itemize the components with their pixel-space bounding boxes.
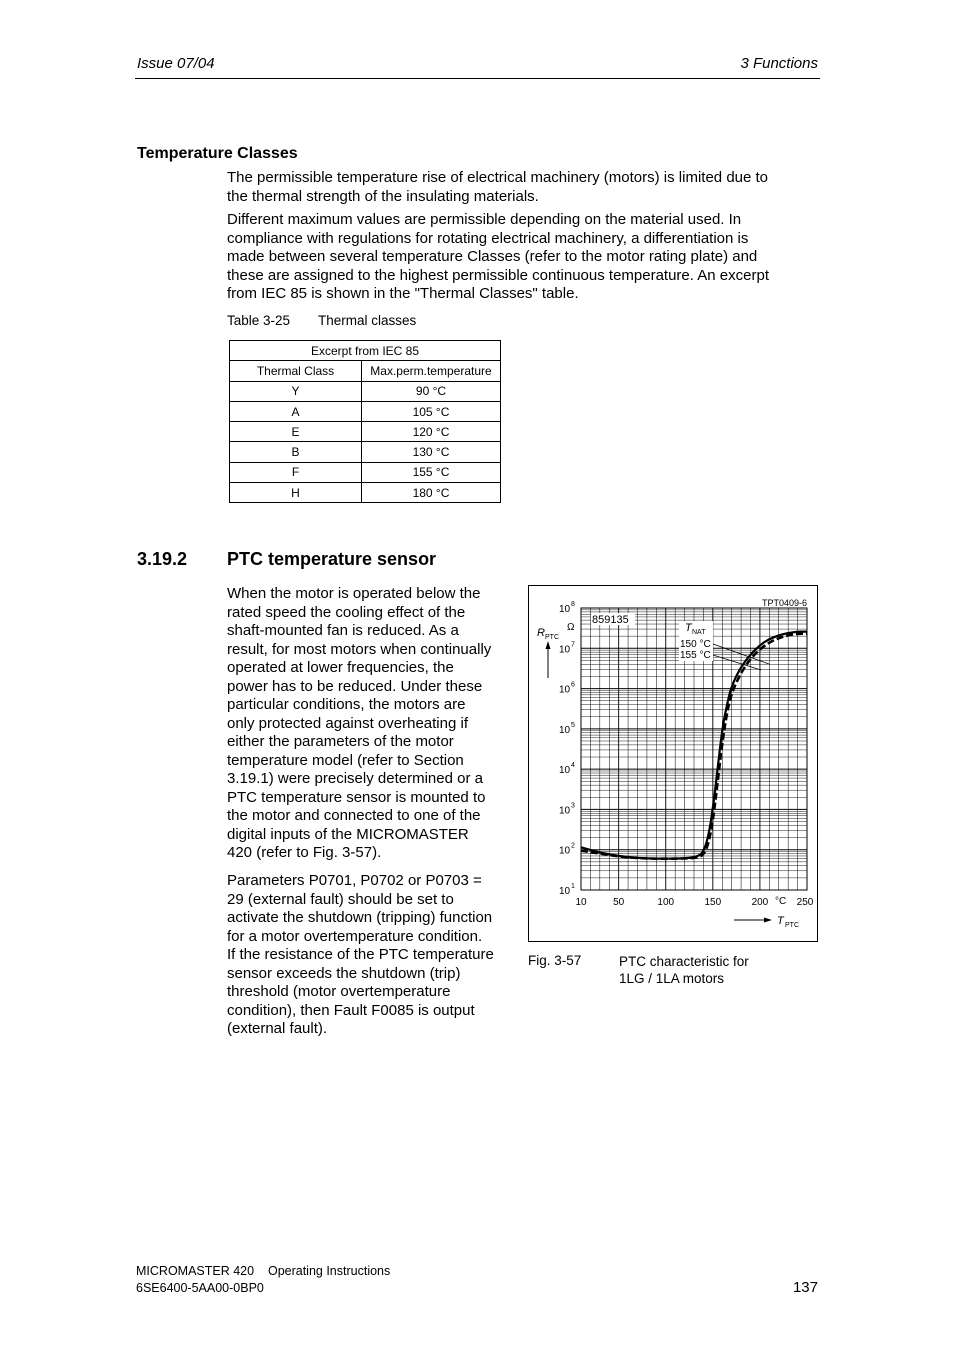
text-line: (external fault).	[227, 1020, 328, 1037]
x-tick-label: 200	[751, 897, 769, 908]
y-tick-exponent: 3	[571, 802, 575, 810]
y-axis-arrow-icon	[546, 641, 551, 649]
thermal-classes-table	[229, 340, 501, 503]
footer-left	[136, 1263, 390, 1297]
page-number: 137	[792, 1279, 818, 1296]
table-row	[230, 401, 501, 421]
y-tick-label: 10	[559, 604, 571, 615]
section-number: 3.19.2	[137, 549, 188, 569]
table-caption-title: Thermal classes	[318, 313, 417, 328]
y-tick-label: 10	[559, 886, 571, 897]
y-tick-label: 10	[559, 845, 571, 857]
table-cell-temp: 120 °C	[362, 422, 501, 442]
table-cell-temp: 105 °C	[362, 401, 501, 421]
footer-order-number: 6SE6400-5AA00-0BP0	[136, 1281, 264, 1295]
table-cell-class: Y	[230, 381, 362, 401]
ptc-chart	[529, 586, 817, 941]
text-line: for a motor overtemperature condition.	[227, 927, 483, 945]
x-tick-label: 150	[704, 897, 722, 908]
chart-code: TPT0409-6	[762, 598, 808, 608]
temperature-classes-heading: Temperature Classes	[137, 145, 298, 162]
text-line: If the resistance of the PTC temperature	[227, 946, 494, 963]
y-tick-exponent: 4	[571, 762, 575, 770]
table-row	[230, 422, 501, 442]
table-cell-class: F	[230, 462, 362, 482]
y-tick-label: 10	[559, 805, 571, 817]
y-tick-exponent: 6	[571, 681, 575, 689]
text-line: either the parameters of the motor	[227, 733, 454, 750]
column-header-thermal-class: Thermal Class	[230, 361, 362, 381]
y-tick-exponent: 5	[571, 721, 575, 729]
y-axis-label: R	[537, 627, 545, 639]
text-line: The permissible temperature rise of electrical machinery (motors) is limited due to	[227, 169, 769, 186]
ptc-para1	[227, 585, 491, 863]
text-line: sensor exceeds the shutdown (trip)	[227, 964, 461, 982]
header-rule	[135, 78, 820, 79]
text-line: temperature model (refer to Section	[227, 751, 464, 769]
text-line: power has to be reduced. Under these	[227, 677, 483, 695]
table-caption-number: Table 3-25	[227, 313, 291, 328]
table-row	[230, 462, 501, 482]
text-line: 3.19.1) were precisely determined or a	[227, 770, 483, 787]
text-line: activate the shutdown (tripping) function	[227, 909, 493, 926]
x-axis-arrow-icon	[764, 918, 772, 923]
table-row	[230, 483, 501, 503]
annotation-150: 150 °C	[680, 639, 711, 650]
x-axis-label: T	[777, 915, 784, 927]
x-tick-label: 100	[657, 897, 675, 908]
x-tick-label: 250	[796, 897, 814, 908]
annotation-tnat-sub: NAT	[692, 629, 706, 636]
table-row	[230, 442, 501, 462]
figure-caption-text	[619, 953, 749, 987]
text-line: PTC temperature sensor is mounted to	[227, 788, 486, 806]
text-line: When the motor is operated below the	[227, 585, 481, 602]
table-cell-temp: 90 °C	[362, 381, 501, 401]
chart-id-label: 859135	[592, 614, 629, 626]
text-line: 29 (external fault) should be set to	[227, 890, 454, 908]
temperature-classes-para1	[227, 169, 768, 206]
table-cell-class: E	[230, 422, 362, 442]
annotation-tnat: T	[685, 622, 692, 634]
y-tick-exponent: 2	[571, 842, 575, 850]
ptc-para2	[227, 872, 494, 1039]
ptc-figure	[528, 585, 818, 942]
y-tick-label: 10	[559, 684, 571, 696]
column-header-max-temp: Max.perm.temperature	[362, 361, 501, 381]
table-cell-class: B	[230, 442, 362, 462]
text-line: PTC characteristic for	[619, 954, 749, 969]
text-line: these are assigned to the highest permissible continuous temperature. An excerpt	[227, 266, 769, 284]
footer-product: MICROMASTER 420 Operating Instructions	[136, 1264, 391, 1278]
text-line: Parameters P0701, P0702 or P0703 =	[227, 872, 482, 889]
y-tick-exponent: 7	[571, 641, 575, 649]
text-line: compliance with regulations for rotating electrical machinery, a differentiation is	[227, 229, 749, 247]
table-title: Excerpt from IEC 85	[230, 341, 501, 361]
temperature-classes-para2	[227, 211, 769, 304]
y-tick-exponent: 1	[571, 883, 575, 890]
table-cell-temp: 155 °C	[362, 462, 501, 482]
table-title-row	[230, 341, 501, 361]
text-line: digital inputs of the MICROMASTER	[227, 825, 469, 843]
x-tick-label: 50	[613, 897, 625, 908]
text-line: from IEC 85 is shown in the "Thermal Classes" table.	[227, 285, 579, 302]
y-axis-label-sub: PTC	[545, 634, 559, 641]
y-axis-unit: Ω	[567, 622, 575, 633]
text-line: threshold (motor overtemperature	[227, 983, 451, 1000]
y-tick-label: 10	[559, 644, 571, 656]
x-axis-unit: °C	[775, 896, 787, 907]
text-line: particular conditions, the motors are	[227, 696, 466, 713]
annotation-155: 155 °C	[680, 650, 711, 661]
text-line: only protected against overheating if	[227, 714, 468, 732]
figure-caption-number: Fig. 3-57	[528, 953, 582, 968]
header-chapter: 3 Functions	[740, 55, 818, 72]
text-line: operated at lower frequencies, the	[227, 659, 454, 676]
table-header-row	[230, 361, 501, 381]
table-row	[230, 381, 501, 401]
header-issue: Issue 07/04	[137, 55, 215, 72]
text-line: made between several temperature Classes (refer to the motor rating plate) and	[227, 248, 758, 265]
text-line: condition), then Fault F0085 is output	[227, 1001, 475, 1019]
section-title: PTC temperature sensor	[227, 549, 437, 569]
table-cell-temp: 130 °C	[362, 442, 501, 462]
text-line: Different maximum values are permissible depending on the material used. In	[227, 211, 742, 228]
text-line: the thermal strength of the insulating materials.	[227, 187, 539, 205]
y-tick-exponent: 8	[571, 601, 575, 608]
x-axis-label-sub: PTC	[785, 922, 799, 929]
text-line: result, for most motors when continually	[227, 640, 492, 658]
text-line: 1LG / 1LA motors	[619, 971, 725, 986]
table-cell-class: A	[230, 401, 362, 421]
y-tick-label: 10	[559, 724, 571, 736]
text-line: 420 (refer to Fig. 3-57).	[227, 844, 382, 861]
text-line: shaft-mounted fan is reduced. As a	[227, 622, 459, 639]
y-tick-label: 10	[559, 765, 571, 777]
text-line: rated speed the cooling effect of the	[227, 603, 466, 621]
table-cell-temp: 180 °C	[362, 483, 501, 503]
x-tick-label: 10	[575, 897, 587, 908]
text-line: the motor and connected to one of the	[227, 807, 481, 824]
table-cell-class: H	[230, 483, 362, 503]
